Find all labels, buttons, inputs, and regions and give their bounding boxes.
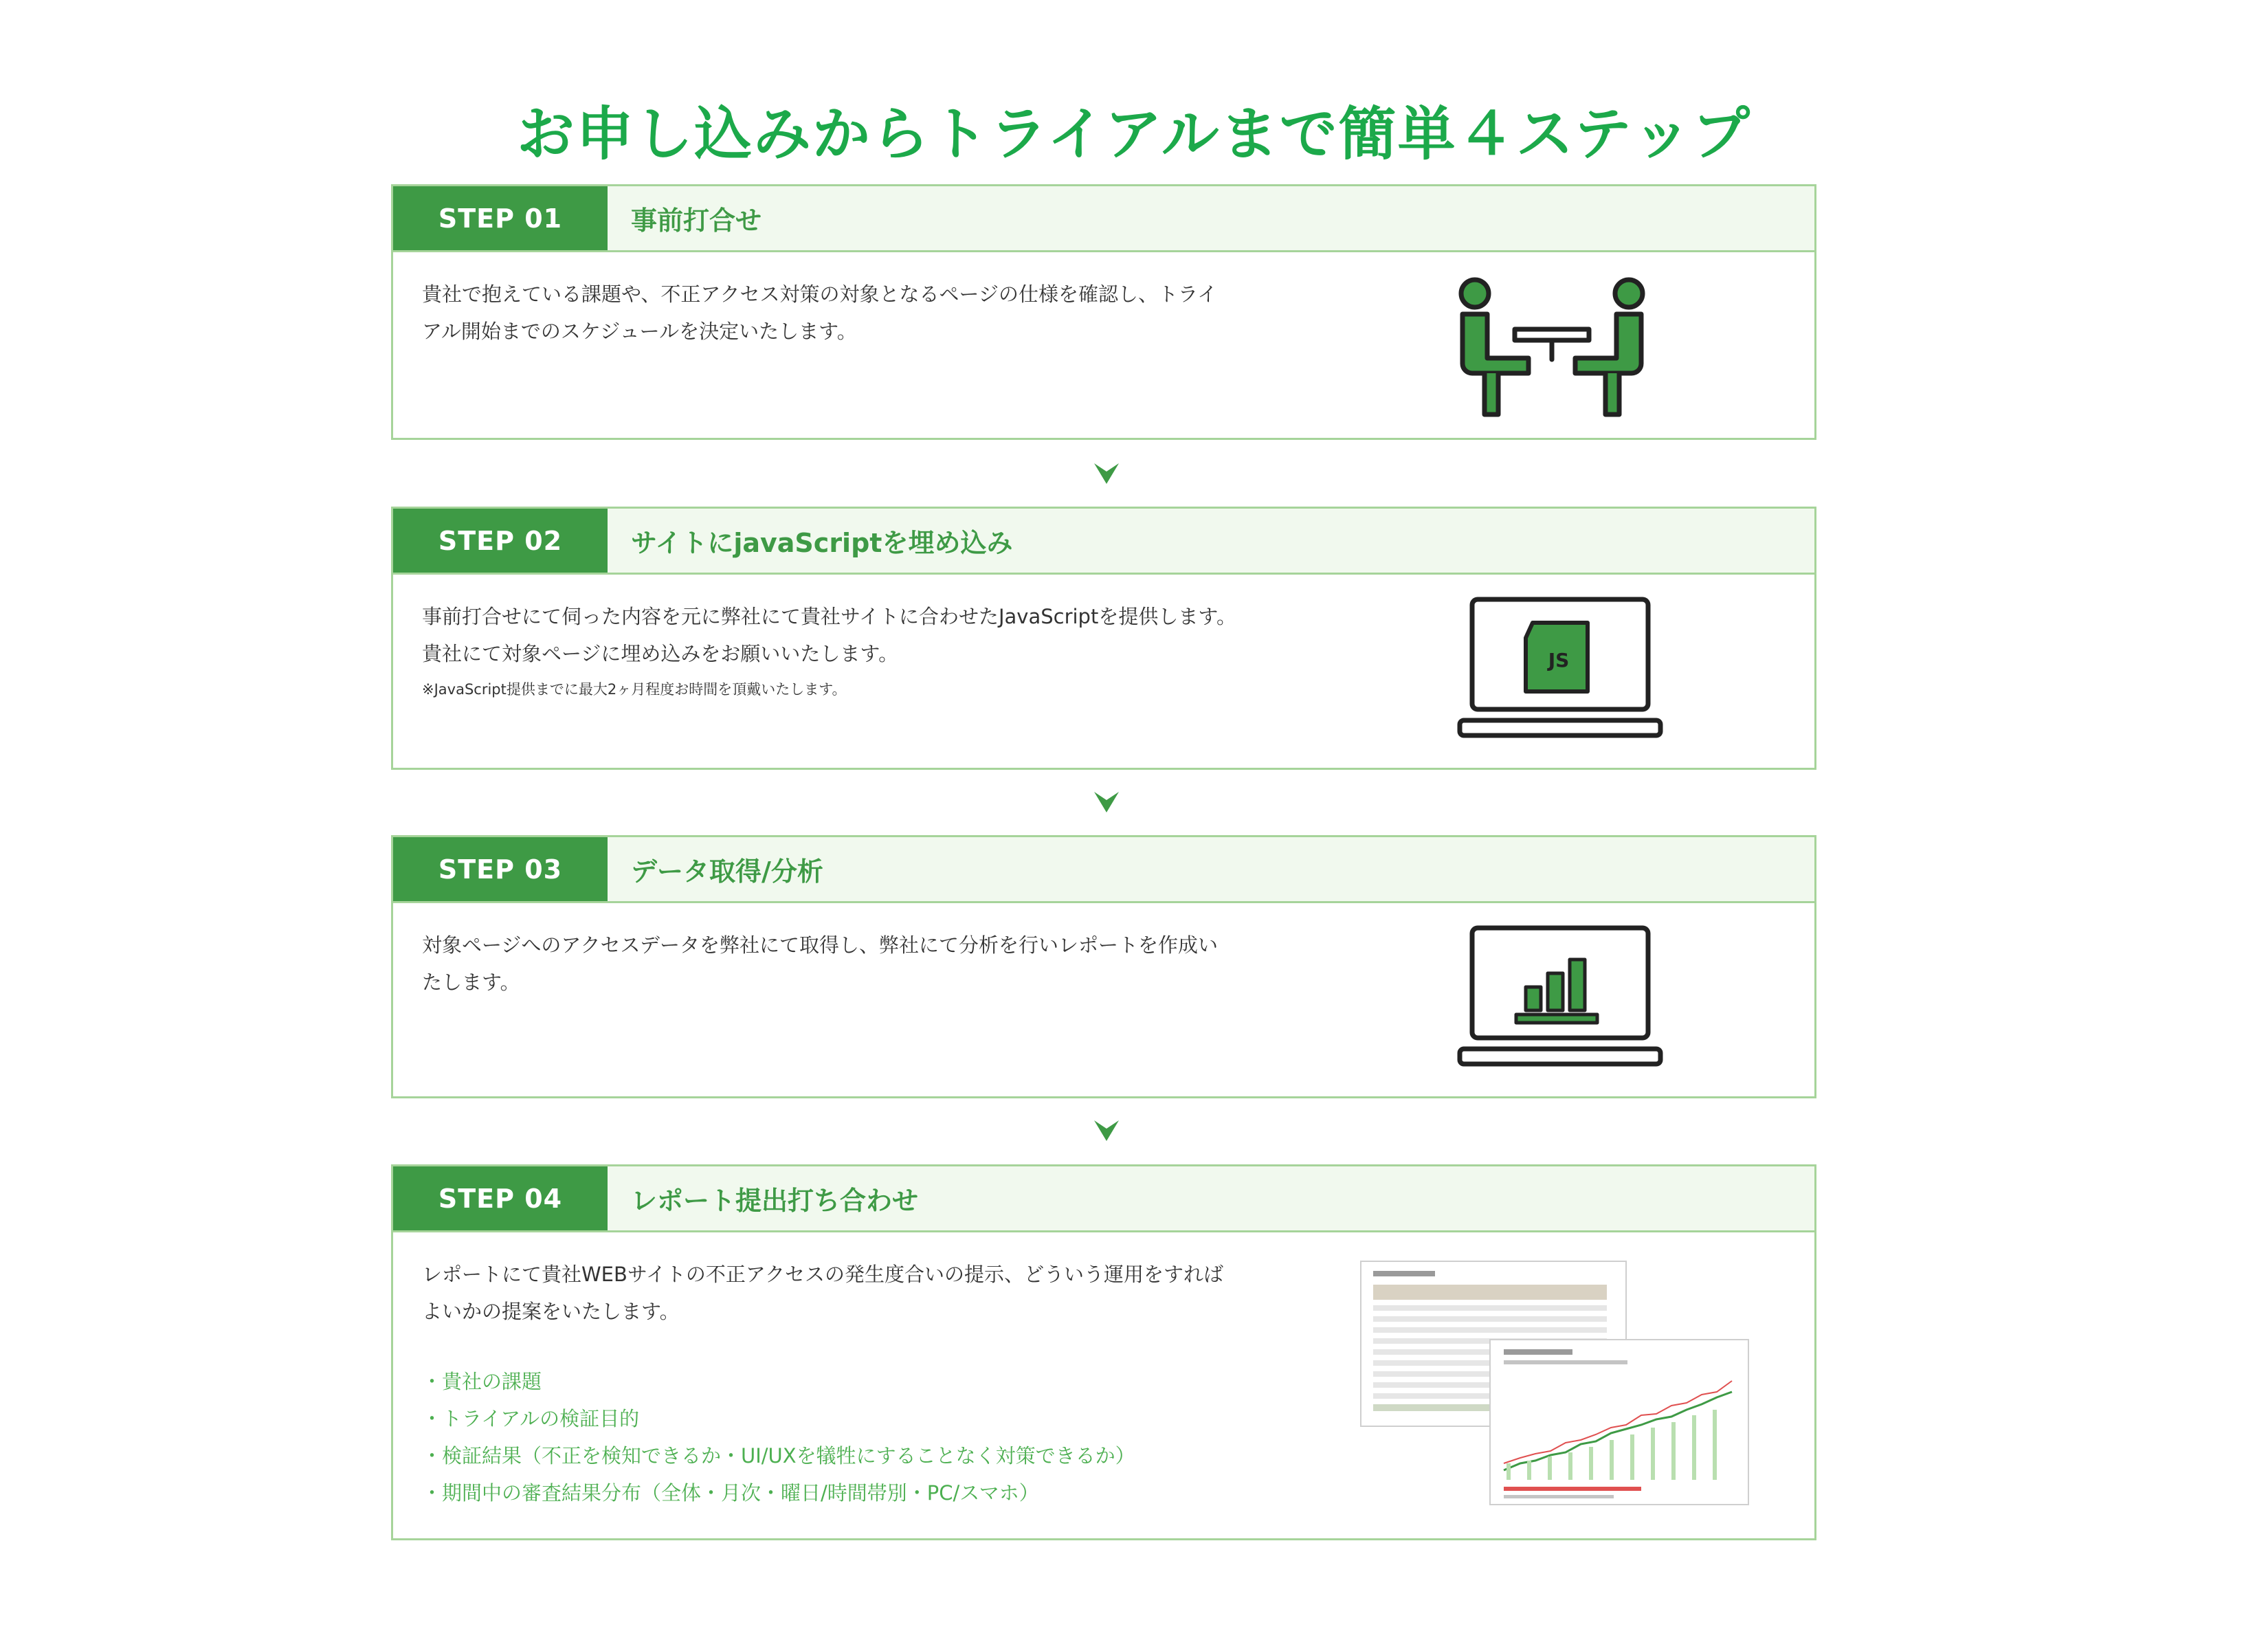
description-line: レポートにて貴社WEBサイトの不正アクセスの発生度合いの提示、どういう運用をすれば (422, 1263, 1223, 1286)
chevron-down-icon (1093, 790, 1120, 814)
report-thumbnail-icon (1355, 1257, 1754, 1511)
step-title: レポート提出打ち合わせ (631, 1186, 919, 1216)
step-title: 事前打合せ (631, 206, 762, 236)
page-title: お申し込みからトライアルまで簡単４ステップ (517, 100, 1751, 168)
laptop-chart-icon (1457, 924, 1663, 1075)
chevron-down-icon (1093, 462, 1120, 485)
list-item: ・トライアルの検証目的 (422, 1407, 640, 1430)
meeting-icon (1449, 272, 1655, 423)
description-line: 貴社で抱えている課題や、不正アクセス対策の対象となるページの仕様を確認し、トライ (422, 282, 1218, 306)
description-line: たします。 (422, 971, 520, 994)
description-line: よいかの提案をいたします。 (422, 1300, 680, 1323)
description-line: 対象ページへのアクセスデータを弊社にて取得し、弊社にて分析を行いレポートを作成い (422, 933, 1218, 957)
step-label: STEP 03 (393, 837, 608, 901)
step-label: STEP 02 (393, 509, 608, 573)
list-item: ・貴社の課題 (422, 1370, 542, 1393)
step-description (422, 927, 1329, 1001)
step-header (393, 186, 1814, 252)
step-header (393, 837, 1814, 903)
step-header (393, 1166, 1814, 1232)
step-note: ※JavaScript提供までに最大2ヶ月程度お時間を頂戴いたします。 (422, 681, 847, 698)
description-line: 事前打合せにて伺った内容を元に弊社にて貴社サイトに合わせたJavaScriptを提供します。 (422, 605, 1237, 628)
step-description (422, 1256, 1329, 1330)
step-label: STEP 01 (393, 186, 608, 250)
step-03 (391, 835, 1816, 1098)
step-label: STEP 04 (393, 1166, 608, 1230)
js-label: JS (1548, 649, 1570, 672)
list-item: ・検証結果（不正を検知できるか・UI/UXを犠牲にすることなく対策できるか） (422, 1444, 1135, 1467)
step-01 (391, 184, 1816, 440)
step-04 (391, 1164, 1816, 1540)
step-header (393, 509, 1814, 575)
description-line: 貴社にて対象ページに埋め込みをお願いいたします。 (422, 642, 899, 665)
step-description (422, 598, 1329, 707)
step-title: データ取得/分析 (631, 856, 823, 887)
laptop-js-icon (1457, 595, 1663, 746)
step-title: サイトにjavaScriptを埋め込み (631, 528, 1013, 558)
description-line: アル開始までのスケジュールを決定いたします。 (422, 320, 857, 343)
step-02 (391, 507, 1816, 770)
step-description (422, 276, 1329, 350)
chevron-down-icon (1093, 1119, 1120, 1142)
bullet-list (422, 1363, 1329, 1511)
list-item: ・期間中の審査結果分布（全体・月次・曜日/時間帯別・PC/スマホ） (422, 1481, 1039, 1505)
